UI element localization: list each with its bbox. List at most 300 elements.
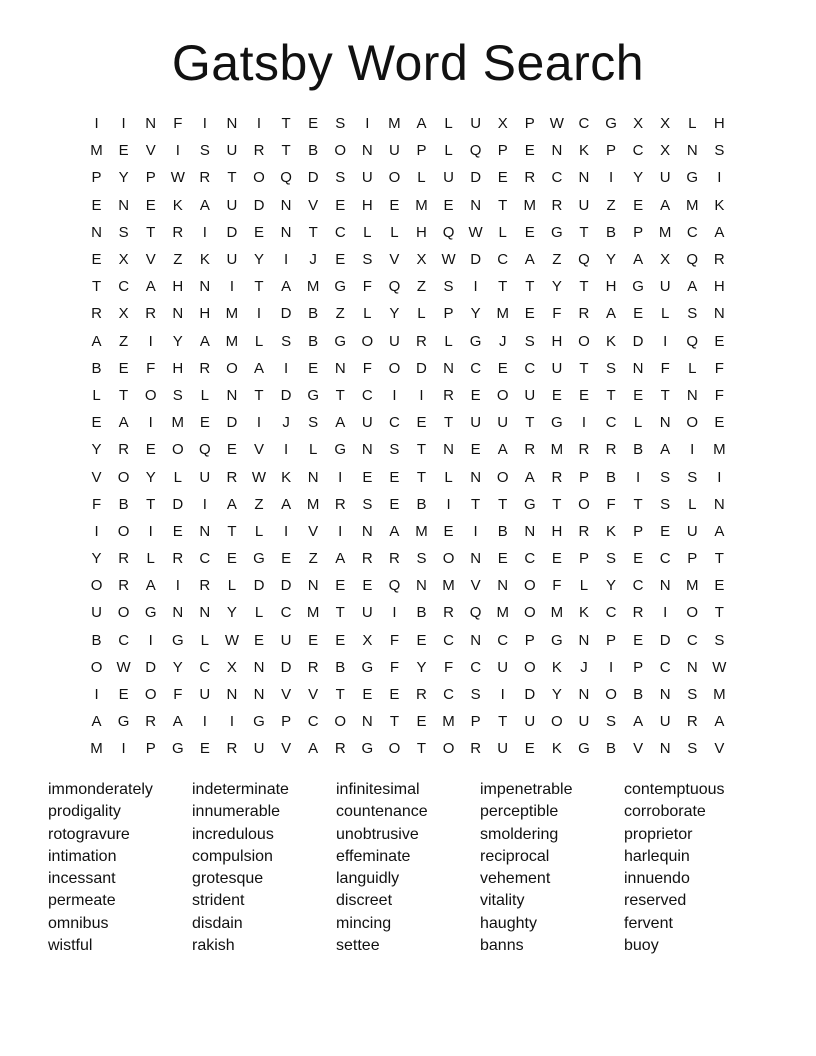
grid-letter[interactable]: U	[551, 359, 563, 377]
grid-letter[interactable]: N	[524, 522, 536, 540]
grid-letter[interactable]: D	[307, 169, 319, 187]
grid-letter[interactable]: O	[605, 686, 617, 704]
grid-letter[interactable]: A	[660, 196, 671, 214]
grid-letter[interactable]: X	[226, 658, 237, 676]
grid-letter[interactable]: E	[497, 359, 508, 377]
grid-letter[interactable]: I	[419, 386, 424, 404]
grid-letter[interactable]: U	[686, 522, 698, 540]
grid-letter[interactable]: G	[551, 414, 563, 432]
grid-letter[interactable]: R	[632, 604, 644, 622]
grid-letter[interactable]: M	[550, 604, 564, 622]
grid-letter[interactable]: A	[633, 251, 644, 269]
grid-letter[interactable]: A	[335, 414, 346, 432]
grid-letter[interactable]: S	[687, 686, 698, 704]
grid-letter[interactable]: G	[605, 115, 617, 133]
grid-letter[interactable]: D	[280, 658, 292, 676]
grid-letter[interactable]: S	[714, 631, 725, 649]
grid-letter[interactable]: M	[415, 196, 428, 214]
grid-letter[interactable]: P	[606, 142, 617, 160]
grid-letter[interactable]: V	[714, 740, 725, 758]
grid-letter[interactable]: O	[226, 359, 238, 377]
grid-letter[interactable]: L	[579, 577, 589, 595]
grid-letter[interactable]: B	[118, 495, 129, 513]
grid-letter[interactable]: D	[280, 386, 292, 404]
grid-letter[interactable]: W	[170, 169, 185, 187]
grid-letter[interactable]: E	[335, 631, 346, 649]
grid-letter[interactable]: Y	[172, 658, 183, 676]
grid-letter[interactable]: X	[660, 115, 671, 133]
grid-letter[interactable]: B	[633, 686, 644, 704]
grid-letter[interactable]: V	[91, 468, 102, 486]
grid-letter[interactable]: E	[633, 386, 644, 404]
grid-letter[interactable]: X	[660, 251, 671, 269]
grid-letter[interactable]: N	[470, 468, 482, 486]
grid-letter[interactable]: I	[500, 686, 505, 704]
grid-letter[interactable]: M	[225, 305, 239, 323]
grid-letter[interactable]: D	[280, 305, 292, 323]
grid-letter[interactable]: E	[91, 414, 102, 432]
grid-letter[interactable]: R	[118, 441, 130, 459]
grid-letter[interactable]: P	[416, 142, 427, 160]
grid-letter[interactable]: P	[633, 223, 644, 241]
grid-letter[interactable]: E	[551, 386, 562, 404]
grid-letter[interactable]: Y	[551, 686, 562, 704]
grid-letter[interactable]: S	[362, 251, 373, 269]
grid-letter[interactable]: R	[416, 332, 427, 350]
grid-letter[interactable]: R	[253, 142, 265, 160]
grid-letter[interactable]: E	[497, 550, 508, 568]
grid-letter[interactable]: S	[118, 223, 129, 241]
grid-letter[interactable]: R	[226, 740, 238, 758]
grid-letter[interactable]: S	[308, 414, 319, 432]
grid-letter[interactable]: C	[686, 223, 698, 241]
grid-letter[interactable]: T	[525, 414, 535, 432]
grid-letter[interactable]: N	[172, 604, 184, 622]
grid-letter[interactable]: L	[254, 604, 264, 622]
grid-letter[interactable]: O	[171, 441, 184, 459]
grid-letter[interactable]: Q	[686, 251, 699, 269]
grid-letter[interactable]: Z	[254, 495, 264, 513]
grid-letter[interactable]: L	[254, 332, 264, 350]
grid-letter[interactable]: P	[91, 169, 102, 187]
grid-letter[interactable]: T	[579, 223, 589, 241]
grid-letter[interactable]: O	[334, 713, 347, 731]
grid-letter[interactable]: D	[172, 495, 184, 513]
grid-letter[interactable]: U	[497, 658, 509, 676]
grid-letter[interactable]: F	[714, 359, 724, 377]
grid-letter[interactable]: C	[118, 631, 130, 649]
grid-letter[interactable]: M	[496, 604, 509, 622]
grid-letter[interactable]: E	[91, 196, 102, 214]
grid-letter[interactable]: L	[661, 305, 670, 323]
grid-letter[interactable]: W	[441, 251, 456, 269]
grid-letter[interactable]: Y	[606, 577, 617, 595]
grid-letter[interactable]: O	[388, 169, 401, 187]
grid-letter[interactable]: U	[91, 604, 102, 622]
grid-letter[interactable]: N	[361, 142, 373, 160]
grid-letter[interactable]: L	[92, 386, 101, 404]
grid-letter[interactable]: F	[362, 359, 372, 377]
grid-letter[interactable]: Y	[551, 278, 562, 296]
grid-letter[interactable]: C	[307, 713, 319, 731]
grid-letter[interactable]: A	[199, 196, 210, 214]
grid-letter[interactable]: E	[416, 713, 427, 731]
grid-letter[interactable]: A	[145, 577, 156, 595]
grid-letter[interactable]: A	[281, 278, 292, 296]
grid-letter[interactable]: Y	[172, 332, 183, 350]
grid-letter[interactable]: G	[253, 550, 265, 568]
grid-letter[interactable]: R	[551, 196, 563, 214]
grid-letter[interactable]: F	[173, 686, 183, 704]
grid-letter[interactable]: E	[443, 522, 454, 540]
grid-letter[interactable]: D	[659, 631, 671, 649]
grid-letter[interactable]: I	[256, 414, 262, 432]
grid-letter[interactable]: B	[91, 359, 102, 377]
grid-letter[interactable]: L	[444, 332, 453, 350]
grid-letter[interactable]: H	[199, 305, 211, 323]
grid-letter[interactable]: R	[118, 577, 130, 595]
grid-letter[interactable]: I	[608, 169, 614, 187]
grid-letter[interactable]: U	[497, 740, 509, 758]
grid-letter[interactable]: S	[606, 359, 617, 377]
grid-letter[interactable]: R	[686, 713, 698, 731]
grid-letter[interactable]: P	[497, 142, 508, 160]
grid-letter[interactable]: U	[443, 169, 454, 187]
grid-letter[interactable]: I	[338, 468, 343, 486]
grid-letter[interactable]: T	[308, 223, 318, 241]
grid-letter[interactable]: F	[173, 115, 183, 133]
grid-letter[interactable]: T	[552, 495, 562, 513]
grid-letter[interactable]: Y	[226, 604, 237, 622]
grid-letter[interactable]: M	[523, 196, 537, 214]
grid-letter[interactable]: G	[334, 332, 347, 350]
grid-letter[interactable]: E	[172, 522, 183, 540]
grid-letter[interactable]: Z	[119, 332, 129, 350]
grid-letter[interactable]: E	[362, 468, 373, 486]
grid-letter[interactable]: T	[416, 441, 427, 459]
grid-letter[interactable]: A	[524, 468, 535, 486]
grid-letter[interactable]: M	[90, 740, 103, 758]
grid-letter[interactable]: Q	[469, 604, 482, 622]
grid-letter[interactable]: O	[496, 386, 509, 404]
grid-letter[interactable]: C	[605, 414, 617, 432]
grid-letter[interactable]: I	[202, 713, 207, 731]
grid-letter[interactable]: B	[416, 604, 427, 622]
grid-letter[interactable]: E	[226, 550, 237, 568]
grid-letter[interactable]: U	[361, 414, 373, 432]
grid-letter[interactable]: S	[443, 278, 454, 296]
grid-letter[interactable]: U	[361, 169, 373, 187]
grid-letter[interactable]: V	[254, 441, 265, 459]
grid-letter[interactable]: U	[253, 740, 265, 758]
grid-letter[interactable]: T	[254, 386, 264, 404]
grid-letter[interactable]: O	[117, 468, 130, 486]
grid-letter[interactable]: I	[365, 115, 370, 133]
grid-letter[interactable]: Y	[416, 658, 427, 676]
grid-letter[interactable]: I	[663, 332, 668, 350]
grid-letter[interactable]: F	[91, 495, 102, 513]
grid-letter[interactable]: U	[578, 713, 590, 731]
grid-letter[interactable]: A	[91, 332, 102, 350]
grid-letter[interactable]: L	[173, 468, 182, 486]
grid-letter[interactable]: T	[146, 495, 156, 513]
grid-letter[interactable]: I	[229, 713, 235, 731]
grid-letter[interactable]: X	[497, 115, 508, 133]
grid-letter[interactable]: I	[690, 441, 695, 459]
grid-letter[interactable]: A	[606, 305, 617, 323]
grid-letter[interactable]: W	[468, 223, 483, 241]
grid-letter[interactable]: O	[117, 604, 130, 622]
grid-letter[interactable]: L	[308, 441, 318, 459]
grid-letter[interactable]: S	[660, 495, 671, 513]
grid-letter[interactable]: N	[118, 196, 130, 214]
grid-letter[interactable]: A	[172, 713, 183, 731]
grid-letter[interactable]: D	[280, 577, 292, 595]
grid-letter[interactable]: E	[389, 468, 400, 486]
grid-letter[interactable]: R	[145, 305, 157, 323]
grid-letter[interactable]: M	[306, 278, 320, 296]
grid-letter[interactable]: V	[281, 740, 292, 758]
grid-letter[interactable]: Q	[388, 278, 401, 296]
grid-letter[interactable]: C	[199, 658, 211, 676]
grid-letter[interactable]: F	[660, 359, 670, 377]
grid-letter[interactable]: I	[256, 305, 262, 323]
grid-letter[interactable]: N	[713, 305, 725, 323]
grid-letter[interactable]: M	[442, 713, 455, 731]
grid-letter[interactable]: M	[388, 115, 401, 133]
grid-letter[interactable]: T	[606, 386, 616, 404]
grid-letter[interactable]: O	[578, 332, 590, 350]
grid-letter[interactable]: U	[226, 251, 238, 269]
grid-letter[interactable]: T	[471, 495, 481, 513]
grid-letter[interactable]: A	[524, 251, 535, 269]
grid-letter[interactable]: T	[254, 278, 264, 296]
grid-letter[interactable]: K	[199, 251, 210, 269]
grid-letter[interactable]: G	[361, 740, 374, 758]
grid-letter[interactable]: T	[281, 115, 291, 133]
grid-letter[interactable]: Q	[388, 577, 401, 595]
grid-letter[interactable]: M	[90, 142, 103, 160]
grid-letter[interactable]: G	[117, 713, 130, 731]
grid-letter[interactable]: R	[199, 169, 211, 187]
grid-letter[interactable]: I	[148, 522, 153, 540]
grid-letter[interactable]: E	[551, 550, 562, 568]
grid-letter[interactable]: V	[389, 251, 400, 269]
grid-letter[interactable]: Q	[469, 142, 482, 160]
grid-letter[interactable]: N	[199, 604, 211, 622]
grid-letter[interactable]: E	[199, 740, 210, 758]
grid-letter[interactable]: L	[417, 169, 426, 187]
grid-letter[interactable]: O	[361, 332, 374, 350]
grid-letter[interactable]: E	[524, 305, 535, 323]
grid-letter[interactable]: Y	[254, 251, 265, 269]
grid-letter[interactable]: R	[172, 550, 184, 568]
grid-letter[interactable]: A	[714, 223, 725, 241]
grid-letter[interactable]: N	[686, 658, 698, 676]
grid-letter[interactable]: D	[226, 414, 238, 432]
grid-letter[interactable]: H	[172, 278, 184, 296]
grid-letter[interactable]: B	[308, 305, 319, 323]
grid-letter[interactable]: Y	[606, 251, 617, 269]
grid-letter[interactable]: U	[659, 278, 671, 296]
grid-letter[interactable]: C	[497, 631, 509, 649]
grid-letter[interactable]: V	[145, 142, 156, 160]
grid-letter[interactable]: Q	[686, 332, 699, 350]
grid-letter[interactable]: O	[388, 359, 401, 377]
grid-letter[interactable]: E	[199, 414, 210, 432]
grid-letter[interactable]: M	[415, 522, 428, 540]
grid-letter[interactable]: J	[282, 414, 290, 432]
grid-letter[interactable]: S	[606, 550, 617, 568]
grid-letter[interactable]: I	[202, 495, 207, 513]
grid-letter[interactable]: Y	[145, 468, 156, 486]
grid-letter[interactable]: P	[687, 550, 698, 568]
grid-letter[interactable]: L	[200, 386, 210, 404]
grid-letter[interactable]: E	[470, 386, 481, 404]
grid-letter[interactable]: L	[498, 223, 507, 241]
grid-letter[interactable]: I	[636, 468, 641, 486]
grid-letter[interactable]: I	[284, 441, 289, 459]
grid-letter[interactable]: F	[146, 359, 156, 377]
grid-letter[interactable]: T	[498, 495, 508, 513]
grid-letter[interactable]: O	[144, 386, 157, 404]
grid-letter[interactable]: B	[91, 631, 102, 649]
grid-letter[interactable]: T	[498, 713, 508, 731]
grid-letter[interactable]: G	[686, 169, 699, 187]
grid-letter[interactable]: U	[226, 142, 238, 160]
grid-letter[interactable]: V	[145, 251, 156, 269]
grid-letter[interactable]: F	[606, 495, 616, 513]
grid-letter[interactable]: B	[416, 495, 427, 513]
grid-letter[interactable]: G	[551, 631, 563, 649]
grid-letter[interactable]: I	[284, 251, 289, 269]
grid-letter[interactable]: O	[144, 686, 157, 704]
grid-letter[interactable]: Q	[199, 441, 211, 459]
grid-letter[interactable]: T	[335, 386, 345, 404]
grid-letter[interactable]: I	[121, 740, 126, 758]
grid-letter[interactable]: L	[444, 142, 453, 160]
grid-letter[interactable]: J	[580, 658, 588, 676]
grid-letter[interactable]: O	[90, 658, 103, 676]
grid-letter[interactable]: O	[90, 577, 103, 595]
grid-letter[interactable]: D	[226, 223, 238, 241]
grid-letter[interactable]: F	[552, 305, 562, 323]
grid-letter[interactable]: E	[308, 359, 319, 377]
grid-letter[interactable]: L	[444, 468, 453, 486]
grid-letter[interactable]: B	[606, 223, 617, 241]
grid-letter[interactable]: P	[578, 468, 589, 486]
grid-letter[interactable]: T	[91, 278, 102, 296]
grid-letter[interactable]: N	[443, 441, 454, 459]
grid-letter[interactable]: S	[687, 305, 698, 323]
grid-letter[interactable]: R	[713, 251, 725, 269]
grid-letter[interactable]: C	[659, 550, 671, 568]
grid-letter[interactable]: E	[226, 441, 237, 459]
grid-letter[interactable]: N	[551, 142, 563, 160]
grid-letter[interactable]: N	[659, 414, 671, 432]
grid-letter[interactable]: I	[446, 495, 451, 513]
grid-letter[interactable]: N	[361, 522, 373, 540]
grid-letter[interactable]: T	[714, 550, 724, 568]
grid-letter[interactable]: I	[229, 278, 235, 296]
grid-letter[interactable]: R	[199, 359, 211, 377]
grid-letter[interactable]: U	[497, 414, 509, 432]
grid-letter[interactable]: N	[361, 441, 373, 459]
grid-letter[interactable]: C	[632, 142, 644, 160]
grid-letter[interactable]: M	[713, 441, 726, 459]
grid-letter[interactable]: I	[717, 169, 722, 187]
grid-letter[interactable]: H	[361, 196, 373, 214]
grid-letter[interactable]: A	[687, 278, 698, 296]
grid-letter[interactable]: K	[578, 604, 589, 622]
grid-letter[interactable]: P	[145, 169, 156, 187]
grid-letter[interactable]: F	[389, 631, 399, 649]
grid-letter[interactable]: R	[524, 441, 536, 459]
grid-letter[interactable]: G	[334, 278, 347, 296]
grid-letter[interactable]: A	[416, 115, 427, 133]
grid-letter[interactable]: R	[388, 550, 400, 568]
grid-letter[interactable]: S	[335, 169, 346, 187]
grid-letter[interactable]: N	[199, 522, 211, 540]
grid-letter[interactable]: S	[281, 332, 292, 350]
grid-letter[interactable]: L	[444, 115, 453, 133]
grid-letter[interactable]: S	[389, 441, 400, 459]
grid-letter[interactable]: X	[416, 251, 427, 269]
grid-letter[interactable]: S	[687, 740, 698, 758]
grid-letter[interactable]: O	[117, 522, 130, 540]
grid-letter[interactable]: E	[145, 441, 156, 459]
grid-letter[interactable]: N	[307, 468, 319, 486]
grid-letter[interactable]: E	[416, 631, 427, 649]
grid-letter[interactable]: T	[579, 359, 589, 377]
grid-letter[interactable]: N	[659, 577, 671, 595]
grid-letter[interactable]: S	[687, 468, 698, 486]
grid-letter[interactable]: X	[660, 142, 671, 160]
grid-letter[interactable]: K	[281, 468, 292, 486]
grid-letter[interactable]: G	[469, 332, 482, 350]
grid-letter[interactable]: L	[363, 305, 372, 323]
grid-letter[interactable]: D	[416, 359, 427, 377]
grid-letter[interactable]: J	[498, 332, 507, 350]
grid-letter[interactable]: I	[175, 142, 180, 160]
grid-letter[interactable]: K	[551, 658, 562, 676]
grid-letter[interactable]: N	[470, 196, 482, 214]
grid-letter[interactable]: V	[633, 740, 644, 758]
grid-letter[interactable]: K	[551, 740, 562, 758]
grid-letter[interactable]: L	[688, 359, 697, 377]
grid-letter[interactable]: A	[145, 278, 156, 296]
grid-letter[interactable]: N	[253, 658, 265, 676]
grid-letter[interactable]: O	[523, 604, 536, 622]
grid-letter[interactable]: E	[497, 169, 508, 187]
grid-letter[interactable]: T	[335, 686, 345, 704]
grid-letter[interactable]: R	[524, 169, 536, 187]
grid-letter[interactable]: C	[199, 550, 211, 568]
grid-letter[interactable]: X	[633, 115, 644, 133]
grid-letter[interactable]: R	[443, 386, 454, 404]
grid-letter[interactable]: R	[334, 740, 346, 758]
grid-letter[interactable]: T	[227, 522, 237, 540]
grid-letter[interactable]: U	[199, 686, 211, 704]
grid-letter[interactable]: G	[578, 740, 590, 758]
grid-letter[interactable]: Y	[633, 169, 644, 187]
grid-letter[interactable]: I	[284, 522, 289, 540]
grid-letter[interactable]: E	[335, 196, 346, 214]
grid-letter[interactable]: P	[145, 740, 156, 758]
grid-letter[interactable]: C	[524, 359, 536, 377]
grid-letter[interactable]: P	[606, 631, 617, 649]
grid-letter[interactable]: A	[308, 740, 319, 758]
